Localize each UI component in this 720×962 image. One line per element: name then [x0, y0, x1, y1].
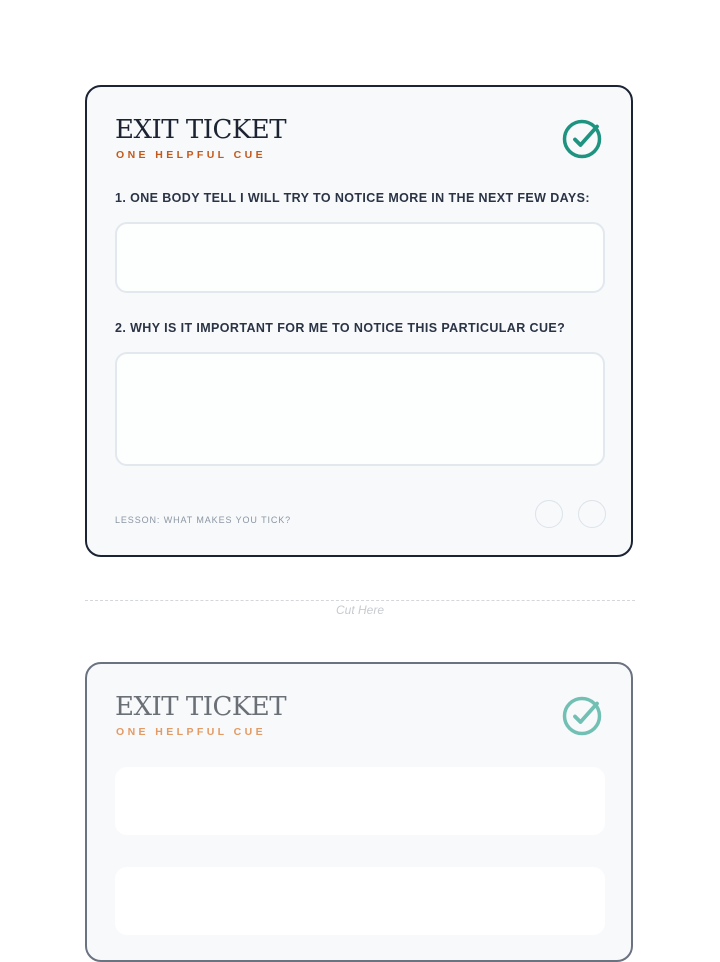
- check-circle-icon: [561, 118, 603, 160]
- question-2-label: 2. WHY IS IT IMPORTANT FOR ME TO NOTICE THIS PARTICULAR CUE?: [115, 321, 566, 335]
- exit-ticket-card: [85, 85, 633, 557]
- check-circle-icon: [561, 695, 603, 737]
- exit-ticket-card-copy: [85, 662, 633, 962]
- cut-here-label: Cut Here: [335, 603, 385, 617]
- answer-2-field[interactable]: [115, 352, 605, 466]
- ticket-subtitle: ONE HELPFUL CUE: [116, 149, 266, 161]
- answer-1-field[interactable]: [115, 767, 605, 835]
- ticket-title: EXIT TICKET: [115, 692, 287, 722]
- question-1-label: 1. ONE BODY TELL I WILL TRY TO NOTICE MORE IN THE NEXT FEW DAYS:: [115, 191, 590, 205]
- answer-1-field[interactable]: [115, 222, 605, 293]
- ticket-title: EXIT TICKET: [115, 115, 287, 145]
- rating-circle-2[interactable]: [578, 500, 606, 528]
- lesson-label: LESSON: WHAT MAKES YOU TICK?: [115, 515, 292, 525]
- ticket-subtitle: ONE HELPFUL CUE: [116, 726, 266, 738]
- answer-2-field[interactable]: [115, 867, 605, 935]
- rating-circle-1[interactable]: [535, 500, 563, 528]
- cut-line-divider: [85, 600, 635, 601]
